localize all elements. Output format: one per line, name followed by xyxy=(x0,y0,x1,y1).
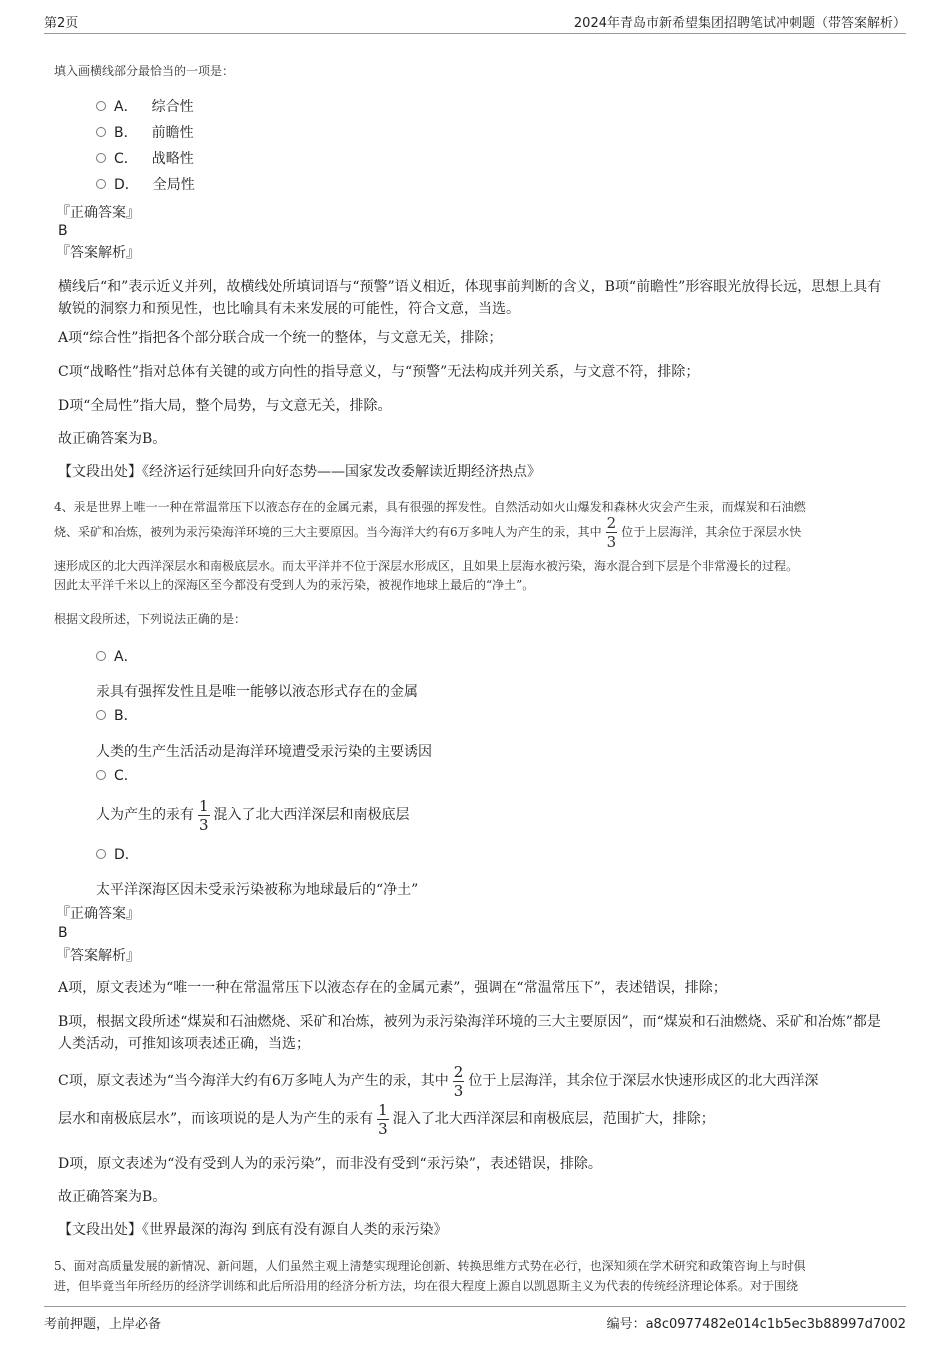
radio-icon[interactable] xyxy=(96,153,106,163)
q4-analysis-c-line2: 层水和南极底层水”，而该项说的是人为产生的汞有 $\frac{1}{3}$ 混入了北大西洋深层和南极底层，范围扩大，排除； xyxy=(58,1100,715,1138)
q4-option-c-text: 人为产生的汞有 $\frac{1}{3}$ 混入了北大西洋深层和南极底层 xyxy=(96,796,410,834)
q4-source: 【文段出处】《世界最深的海沟 到底有没有源自人类的汞污染》 xyxy=(58,1222,448,1238)
fraction-one-third: $\frac{1}{3}$ xyxy=(378,1100,388,1138)
q3-conclusion: 故正确答案为B。 xyxy=(58,431,167,447)
q3-answer-label: 『正确答案』 xyxy=(56,205,140,221)
q3-answer: B xyxy=(58,223,68,239)
fraction-two-thirds: $\frac{2}{3}$ xyxy=(606,514,617,551)
q4-analysis-c-line1: C项，原文表述为“当今海洋大约有6万多吨人为产生的汞，其中 $\frac{2}{3}$ 位于上层海洋，其余位于深层水快速形成区的北大西洋深 xyxy=(58,1062,819,1100)
q3-analysis-label: 『答案解析』 xyxy=(56,245,140,261)
q4-option-d-text: 太平洋深海区因未受汞污染被称为地球最后的“净土” xyxy=(96,882,419,898)
q4-conclusion: 故正确答案为B。 xyxy=(58,1189,167,1205)
fraction-two-thirds: $\frac{2}{3}$ xyxy=(453,1062,464,1100)
q4-option-a-text: 汞具有强挥发性且是唯一能够以液态形式存在的金属 xyxy=(96,684,418,700)
q4-option-d[interactable]: D． xyxy=(96,845,139,865)
radio-icon[interactable] xyxy=(96,651,106,661)
q3-prompt: 填入画横线部分最恰当的一项是： xyxy=(54,64,235,78)
document-title: 2024年青岛市新希望集团招聘笔试冲刺题（带答案解析） xyxy=(573,16,906,31)
q4-option-b-text: 人类的生产生活活动是海洋环境遭受汞污染的主要诱因 xyxy=(96,744,432,760)
radio-icon[interactable] xyxy=(96,179,106,189)
page-number: 第2页 xyxy=(44,16,79,31)
q4-option-c[interactable]: C． xyxy=(96,766,138,786)
q4-analysis-label: 『答案解析』 xyxy=(56,948,140,964)
q3-analysis-a: A项“综合性”指把各个部分联合成一个统一的整体，与文意无关，排除； xyxy=(58,330,503,346)
q5-passage-line2: 进，但毕竟当年所经历的经济学训练和此后所沿用的经济分析方法，均在很大程度上源自以凯恩斯主义为代表的传统经济理论体系。对于围绕 xyxy=(54,1279,799,1293)
q4-passage-line2: 烧、采矿和冶炼，被列为汞污染海洋环境的三大主要原因。当今海洋大约有6万多吨人为产生的汞，其中 $\frac{2}{3}$ 位于上层海洋，其余位于深层水快 xyxy=(54,514,802,551)
q3-option-c[interactable]: C． 战略性 xyxy=(96,149,194,169)
q4-answer-label: 『正确答案』 xyxy=(56,906,140,922)
q3-analysis-main: 横线后“和”表示近义并列，故横线处所填词语与“预警”语义相近，体现事前判断的含义，B项“前瞻性”形容眼光放得长远，思想上具有敏锐的洞察力和预见性，也比喻具有未来发展的可能性，符合文意，当选。 xyxy=(58,279,882,317)
radio-icon[interactable] xyxy=(96,710,106,720)
q3-option-b[interactable]: B． 前瞻性 xyxy=(96,123,194,143)
q4-analysis-d: D项，原文表述为“没有受到人为的汞污染”，而非没有受到“汞污染”，表述错误，排除。 xyxy=(58,1156,602,1172)
radio-icon[interactable] xyxy=(96,770,106,780)
page-header xyxy=(44,12,906,34)
q5-passage-line1: 5、面对高质量发展的新情况、新问题，人们虽然主观上清楚实现理论创新、转换思维方式势在必行，也深知须在学术研究和政策咨询上与时俱 xyxy=(54,1259,806,1273)
q4-analysis-b: B项，根据文段所述“煤炭和石油燃烧、采矿和冶炼，被列为汞污染海洋环境的三大主要原因”，而“煤炭和石油燃烧、采矿和冶炼”都是人类活动，可推知该项表述正确，当选； xyxy=(58,1014,881,1052)
q3-analysis-d: D项“全局性”指大局，整个局势，与文意无关，排除。 xyxy=(58,398,392,414)
radio-icon[interactable] xyxy=(96,101,106,111)
footer-slogan: 考前押题，上岸必备 xyxy=(44,1317,162,1332)
q3-option-a[interactable]: A． 综合性 xyxy=(96,97,194,117)
q3-option-d[interactable]: D． 全局性 xyxy=(96,175,195,195)
q4-analysis-a: A项，原文表述为“唯一一种在常温常压下以液态存在的金属元素”，强调在“常温常压下”，表述错误，排除； xyxy=(58,980,727,996)
q4-option-a[interactable]: A． xyxy=(96,647,138,667)
q4-prompt: 根据文段所述，下列说法正确的是： xyxy=(54,612,247,626)
q3-source: 【文段出处】《经济运行延续回升向好态势——国家发改委解读近期经济热点》 xyxy=(58,464,541,480)
q4-passage-line3: 速形成区的北大西洋深层水和南极底层水。而太平洋并不位于深层水形成区，且如果上层海水被污染，海水混合到下层是个非常漫长的过程。 xyxy=(54,559,799,573)
q3-analysis-c: C项“战略性”指对总体有关键的或方向性的指导意义，与“预警”无法构成并列关系，与文意不符，排除； xyxy=(58,364,700,380)
radio-icon[interactable] xyxy=(96,127,106,137)
page-footer xyxy=(44,1306,906,1336)
document-code: 编号：a8c0977482e014c1b5ec3b88997d7002 xyxy=(606,1317,906,1332)
radio-icon[interactable] xyxy=(96,849,106,859)
q4-option-b[interactable]: B． xyxy=(96,706,138,726)
q4-passage-line4: 因此太平洋千米以上的深海区至今都没有受到人为的汞污染，被视作地球上最后的“净土”。 xyxy=(54,578,535,592)
q4-answer: B xyxy=(58,925,68,941)
fraction-one-third: $\frac{1}{3}$ xyxy=(199,796,209,834)
q4-passage-line1: 4、汞是世界上唯一一种在常温常压下以液态存在的金属元素，具有很强的挥发性。自然活动如火山爆发和森林火灾会产生汞，而煤炭和石油燃 xyxy=(54,500,806,514)
